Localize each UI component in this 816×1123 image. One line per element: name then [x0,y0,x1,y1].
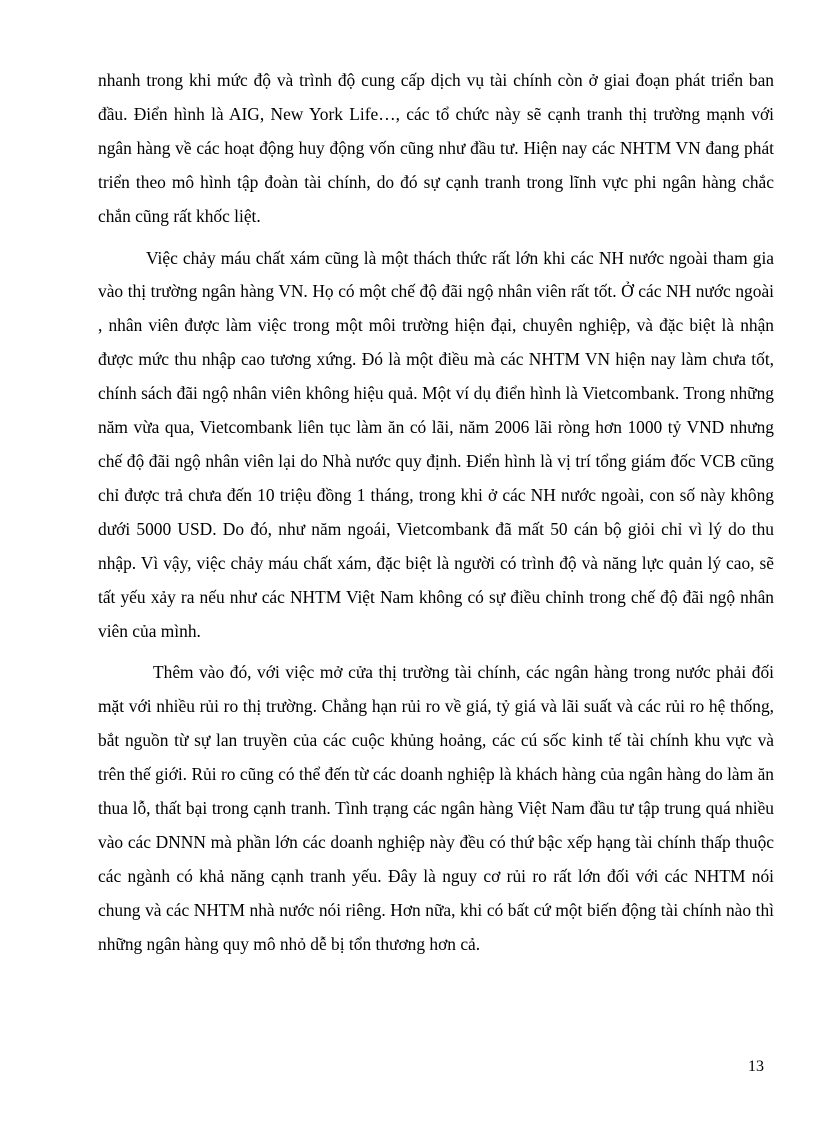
paragraph-market-risk: Thêm vào đó, với việc mở cửa thị trường tài chính, các ngân hàng trong nước phải đối mặt với nhiều rủi ro thị trường. Chẳng hạn rủi ro về giá, tỷ giá và lãi suất và các rủi ro hệ thống, bắt nguồn từ sự lan truyền của các cuộc khủng hoảng, các cú sốc kinh tế tài chính khu vực và trên thế giới. Rủi ro cũng có thể đến từ các doanh nghiệp là khách hàng của ngân hàng do làm ăn thua lỗ, thất bại trong cạnh tranh. Tình trạng các ngân hàng Việt Nam đầu tư tập trung quá nhiều vào các DNNN mà phần lớn các doanh nghiệp này đều có thứ bậc xếp hạng tài chính thấp thuộc các ngành có khả năng cạnh tranh yếu. Đây là nguy cơ rủi ro rất lớn đối với các NHTM nói chung và các NHTM nhà nước nói riêng. Hơn nữa, khi có bất cứ một biến động tài chính nào thì những ngân hàng quy mô nhỏ dễ bị tổn thương hơn cả. [98,662,774,954]
body-text [98,64,774,962]
page-number: 13 [748,1058,764,1075]
paragraph-foreign-competition: nhanh trong khi mức độ và trình độ cung cấp dịch vụ tài chính còn ở giai đoạn phát triển ban đầu. Điển hình là AIG, New York Life…, các tổ chức này sẽ cạnh tranh thị trường mạnh với ngân hàng về các hoạt động huy động vốn cũng như đầu tư. Hiện nay các NHTM VN đang phát triển theo mô hình tập đoàn tài chính, do đó sự cạnh tranh trong lĩnh vực phi ngân hàng chắc chắn cũng rất khốc liệt. [98,70,774,226]
paragraph-brain-drain: Việc chảy máu chất xám cũng là một thách thức rất lớn khi các NH nước ngoài tham gia vào thị trường ngân hàng VN. Họ có một chế độ đãi ngộ nhân viên rất tốt. Ở các NH nước ngoài , nhân viên được làm việc trong một môi trường hiện đại, chuyên nghiệp, và đặc biệt là nhận được mức thu nhập cao tương xứng. Đó là một điều mà các NHTM VN hiện nay làm chưa tốt, chính sách đãi ngộ nhân viên không hiệu quả. Một ví dụ điển hình là Vietcombank. Trong những năm vừa qua, Vietcombank liên tục làm ăn có lãi, năm 2006 lãi ròng hơn 1000 tỷ VND nhưng chế độ đãi ngộ nhân viên lại do Nhà nước quy định. Điển hình là vị trí tổng giám đốc VCB cũng chỉ được trả chưa đến 10 triệu đồng 1 tháng, trong khi ở các NH nước ngoài, con số này không dưới 5000 USD. Do đó, như năm ngoái, Vietcombank đã mất 50 cán bộ giỏi chỉ vì lý do thu nhập. Vì vậy, việc chảy máu chất xám, đặc biệt là người có trình độ và năng lực quản lý cao, sẽ tất yếu xảy ra nếu như các NHTM Việt Nam không có sự điều chỉnh trong chế độ đãi ngộ nhân viên của mình. [98,247,774,641]
